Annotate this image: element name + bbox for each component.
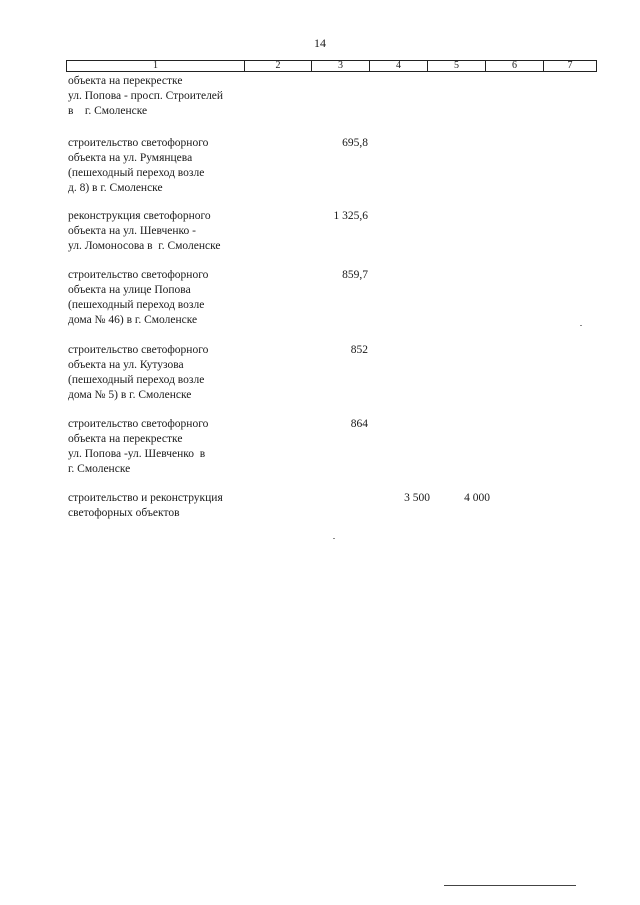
table-row (68, 74, 598, 119)
row-value-col-4: 3 500 (404, 492, 430, 504)
row-value-col-3: 852 (350, 344, 368, 356)
row-description: реконструкция светофорного объекта на ул. Шевченко - ул. Ломоносова в г. Смоленске (68, 210, 221, 252)
header-col-2: 2 (245, 61, 312, 71)
row-description: объекта на перекрестке ул. Попова - просп. Строителей в г. Смоленске (68, 75, 224, 117)
footer-line (444, 885, 576, 886)
row-description: строительство и реконструкция светофорных объектов (68, 492, 223, 519)
header-col-3: 3 (312, 61, 370, 71)
row-description: строительство светофорного объекта на ул. Кутузова (пешеходный переход возле дома № 5) в г. Смоленске (68, 344, 209, 401)
row-value-col-3: 1 325,6 (333, 210, 368, 222)
table-row (68, 268, 598, 328)
row-description: строительство светофорного объекта на улице Попова (пешеходный переход возле дома № 46) в г. Смоленске (68, 269, 209, 326)
scan-speck (580, 325, 582, 326)
header-col-6: 6 (486, 61, 544, 71)
header-col-5: 5 (428, 61, 486, 71)
table-row (68, 491, 598, 521)
page-number: 14 (314, 36, 326, 50)
table-header-row (66, 60, 597, 72)
row-description: строительство светофорного объекта на перекрестке ул. Попова -ул. Шевченко в г. Смоленске (68, 418, 209, 475)
table-row (68, 209, 598, 254)
table-row (68, 136, 598, 196)
header-col-7: 7 (567, 60, 573, 71)
table-row (68, 343, 598, 403)
header-col-1: 1 (67, 61, 245, 71)
scan-speck (333, 538, 335, 539)
row-value-col-3: 695,8 (342, 137, 368, 149)
row-value-col-5: 4 000 (464, 492, 490, 504)
row-value-col-3: 859,7 (342, 269, 368, 281)
row-description: строительство светофорного объекта на ул. Румянцева (пешеходный переход возле д. 8) в г. Смоленске (68, 137, 209, 194)
header-col-4: 4 (370, 61, 428, 71)
row-value-col-3: 864 (350, 418, 368, 430)
table-row (68, 417, 598, 477)
